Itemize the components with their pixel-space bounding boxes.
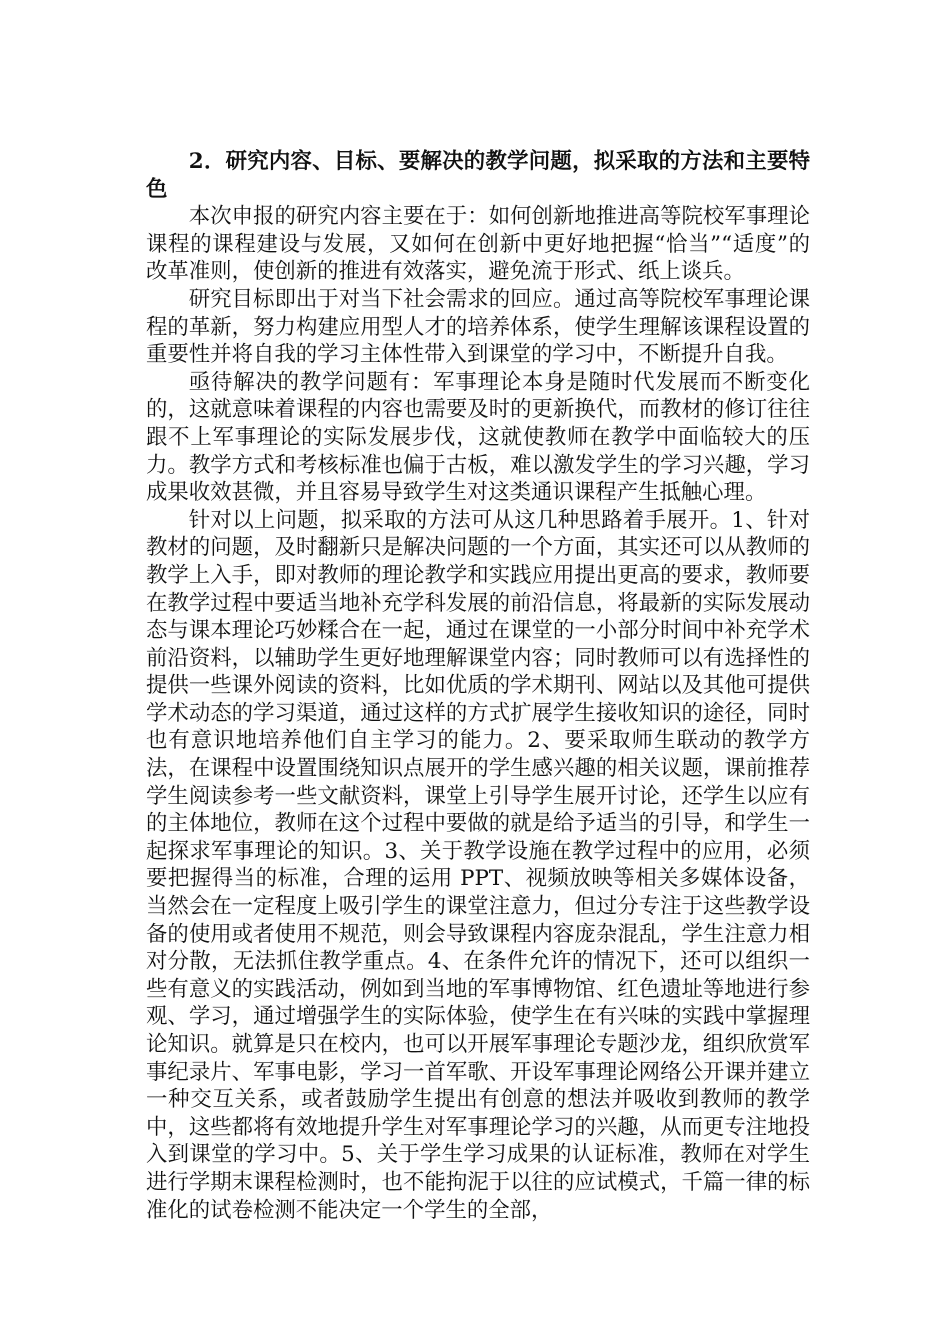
paragraph-research-goal: 研究目标即出于对当下社会需求的回应。通过高等院校军事理论课程的革新，努力构建应用型人才的培养体系，使学生理解该课程设置的重要性并将自我的学习主体性带入到课堂的学习中，不断提升自我。 [146,286,810,368]
paragraph-teaching-problems: 亟待解决的教学问题有：军事理论本身是随时代发展而不断变化的，这就意味着课程的内容也需要及时的更新换代，而教材的修订往往跟不上军事理论的实际发展步伐，这就使教师在教学中面临较大的压力。教学方式和考核标准也偏于古板，难以激发学生的学习兴趣，学习成果收效甚微，并且容易导致学生对这类通识课程产生抵触心理。 [146,369,810,506]
document-body [146,148,810,1224]
section-heading: 2．研究内容、目标、要解决的教学问题，拟采取的方法和主要特色 [146,149,810,202]
paragraph-research-content: 本次申报的研究内容主要在于：如何创新地推进高等院校军事理论课程的课程建设与发展，又如何在创新中更好地把握“恰当”“适度”的改革准则，使创新的推进有效落实，避免流于形式、纸上谈兵。 [146,204,810,285]
paragraph-methods: 针对以上问题，拟采取的方法可从这几种思路着手展开。1、针对教材的问题，及时翻新只是解决问题的一个方面，其实还可以从教师的教学上入手，即对教师的理论教学和实践应用提出更高的要求，教师要在教学过程中要适当地补充学科发展的前沿信息，将最新的实际发展动态与课本理论巧妙糅合在一起，通过在课堂的一小部分时间中补充学术前沿资料，以辅助学生更好地理解课堂内容；同时教师可以有选择性的提供一些课外阅读的资料，比如优质的学术期刊、网站以及其他可提供学术动态的学习渠道，通过这样的方式扩展学生接收知识的途径，同时也有意识地培养他们自主学习的能力。2、要采取师生联动的教学方法，在课程中设置围绕知识点展开的学生感兴趣的相关议题，课前推荐学生阅读参考一些文献资料，课堂上引导学生展开讨论，还学生以应有的主体地位，教师在这个过程中要做的就是给予适当的引导，和学生一起探求军事理论的知识。3、关于教学设施在教学过程中的应用，必须要把握得当的标准，合理的运用 PPT、视频放映等相关多媒体设备，当然会在一定程度上吸引学生的课堂注意力，但过分专注于这些教学设备的使用或者使用不规范，则会导致课程内容庞杂混乱，学生注意力相对分散，无法抓住教学重点。4、在条件允许的情况下，还可以组织一些有意义的实践活动，例如到当地的军事博物馆、红色遗址等地进行参观、学习，通过增强学生的实际体验，使学生在有兴味的实践中掌握理论知识。就算是只在校内，也可以开展军事理论专题沙龙，组织欣赏军事纪录片、军事电影，学习一首军歌、开设军事理论网络公开课并建立一种交互关系，或者鼓励学生提出有创意的想法并吸收到教师的教学中，这些都将有效地提升学生对军事理论学习的兴趣，从而更专注地投入到课堂的学习中。5、关于学生学习成果的认证标准，教师在对学生进行学期末课程检测时，也不能拘泥于以往的应试模式，千篇一律的标准化的试卷检测不能决定一个学生的全部， [146,507,810,1223]
